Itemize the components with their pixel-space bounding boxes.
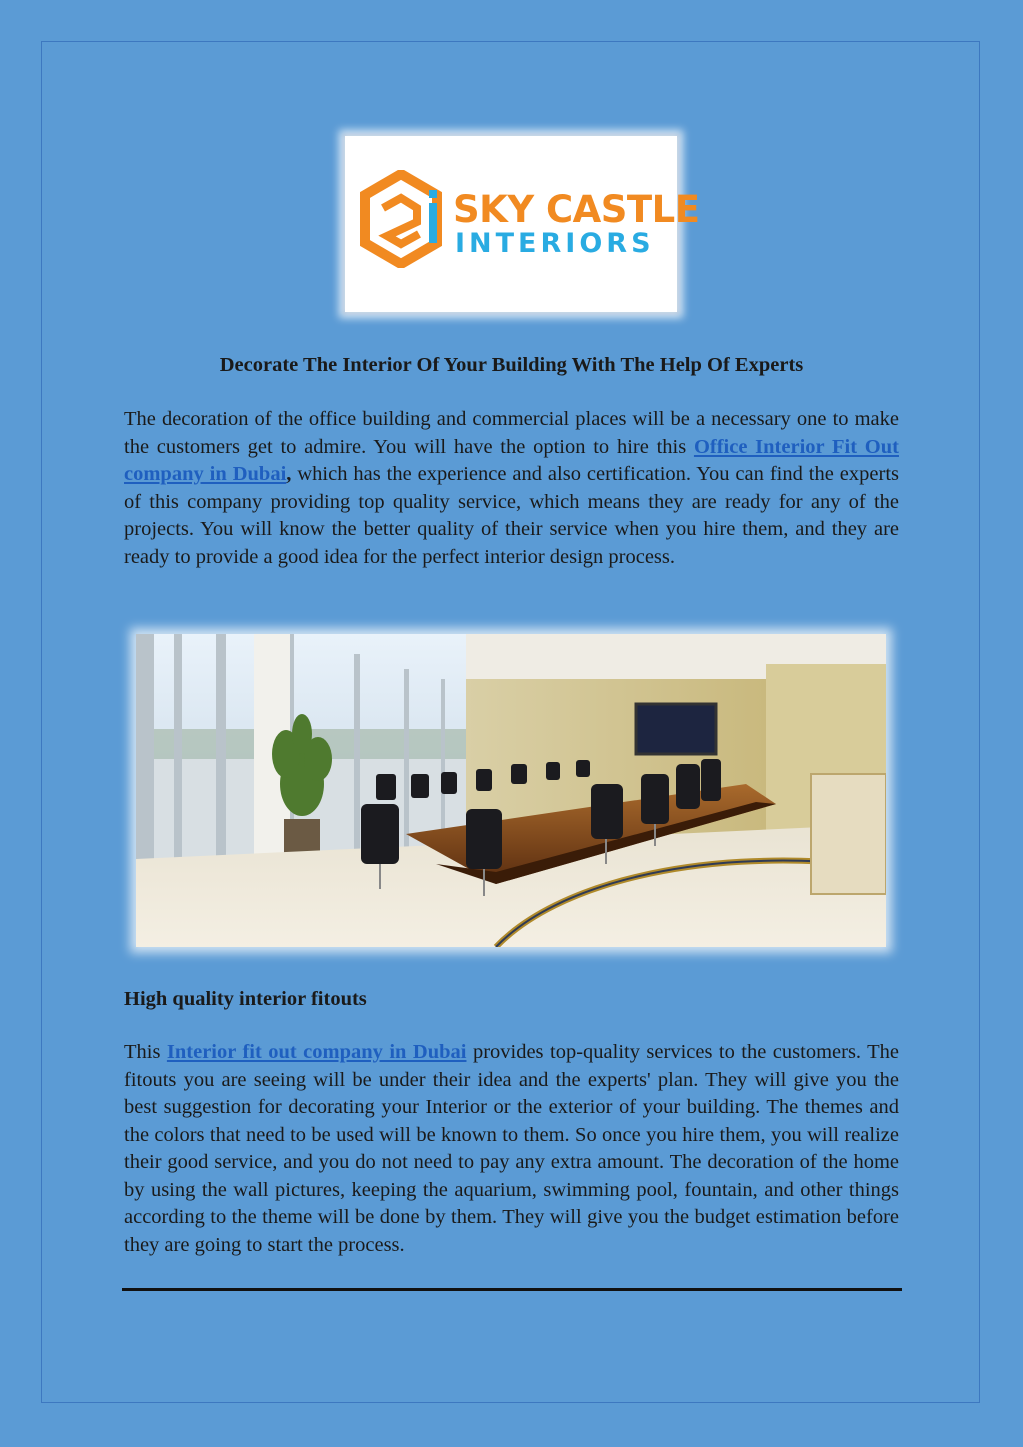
logo-text-sky-castle: SKY CASTLE	[453, 188, 700, 231]
intro-paragraph	[124, 406, 899, 571]
section-text-end: provides top-quality services to the customers. The fitouts you are seeing will be under their idea and the experts' plan. They will give you the best suggestion for decorating your Interior or the exterior of your building. The themes and the colors that need to be used will be known to them. So once you hire them, you will realize their good service, and you do not need to pay any extra amount. The decoration of the home by using the wall pictures, keeping the aquarium, swimming pool, fountain, and other things according to the theme will be done by them. They will give you the budget estimation before they are going to start the process.	[124, 1041, 899, 1256]
section-paragraph	[124, 1039, 899, 1259]
page-title: Decorate The Interior Of Your Building With The Help Of Experts	[219, 354, 804, 376]
section-heading: High quality interior fitouts	[124, 988, 367, 1010]
logo-text-interiors: INTERIORS	[455, 228, 655, 259]
intro-text-end: which has the experience and also certification. You can find the experts of this company providing top quality service, which means they are ready for any of the projects. You will know the better quality of their service when you hire them, and they are ready to provide a good idea for the perfect interior design process.	[124, 463, 899, 568]
section-text-start: This	[124, 1041, 167, 1063]
intro-comma: ,	[286, 463, 292, 485]
company-logo	[345, 136, 700, 312]
interior-fitout-link[interactable]: Interior fit out company in Dubai	[166, 1041, 467, 1063]
intro-text-start: The decoration of the office building and commercial places will be a necessary one to make the customers get to admire. You will have the option to hire this	[124, 408, 899, 458]
logo-hexagon-icon	[359, 170, 443, 268]
conference-room-photo	[136, 634, 886, 947]
bottom-rule	[122, 1288, 902, 1291]
office-fitout-link[interactable]: Office Interior Fit Out company in Dubai	[124, 435, 899, 485]
